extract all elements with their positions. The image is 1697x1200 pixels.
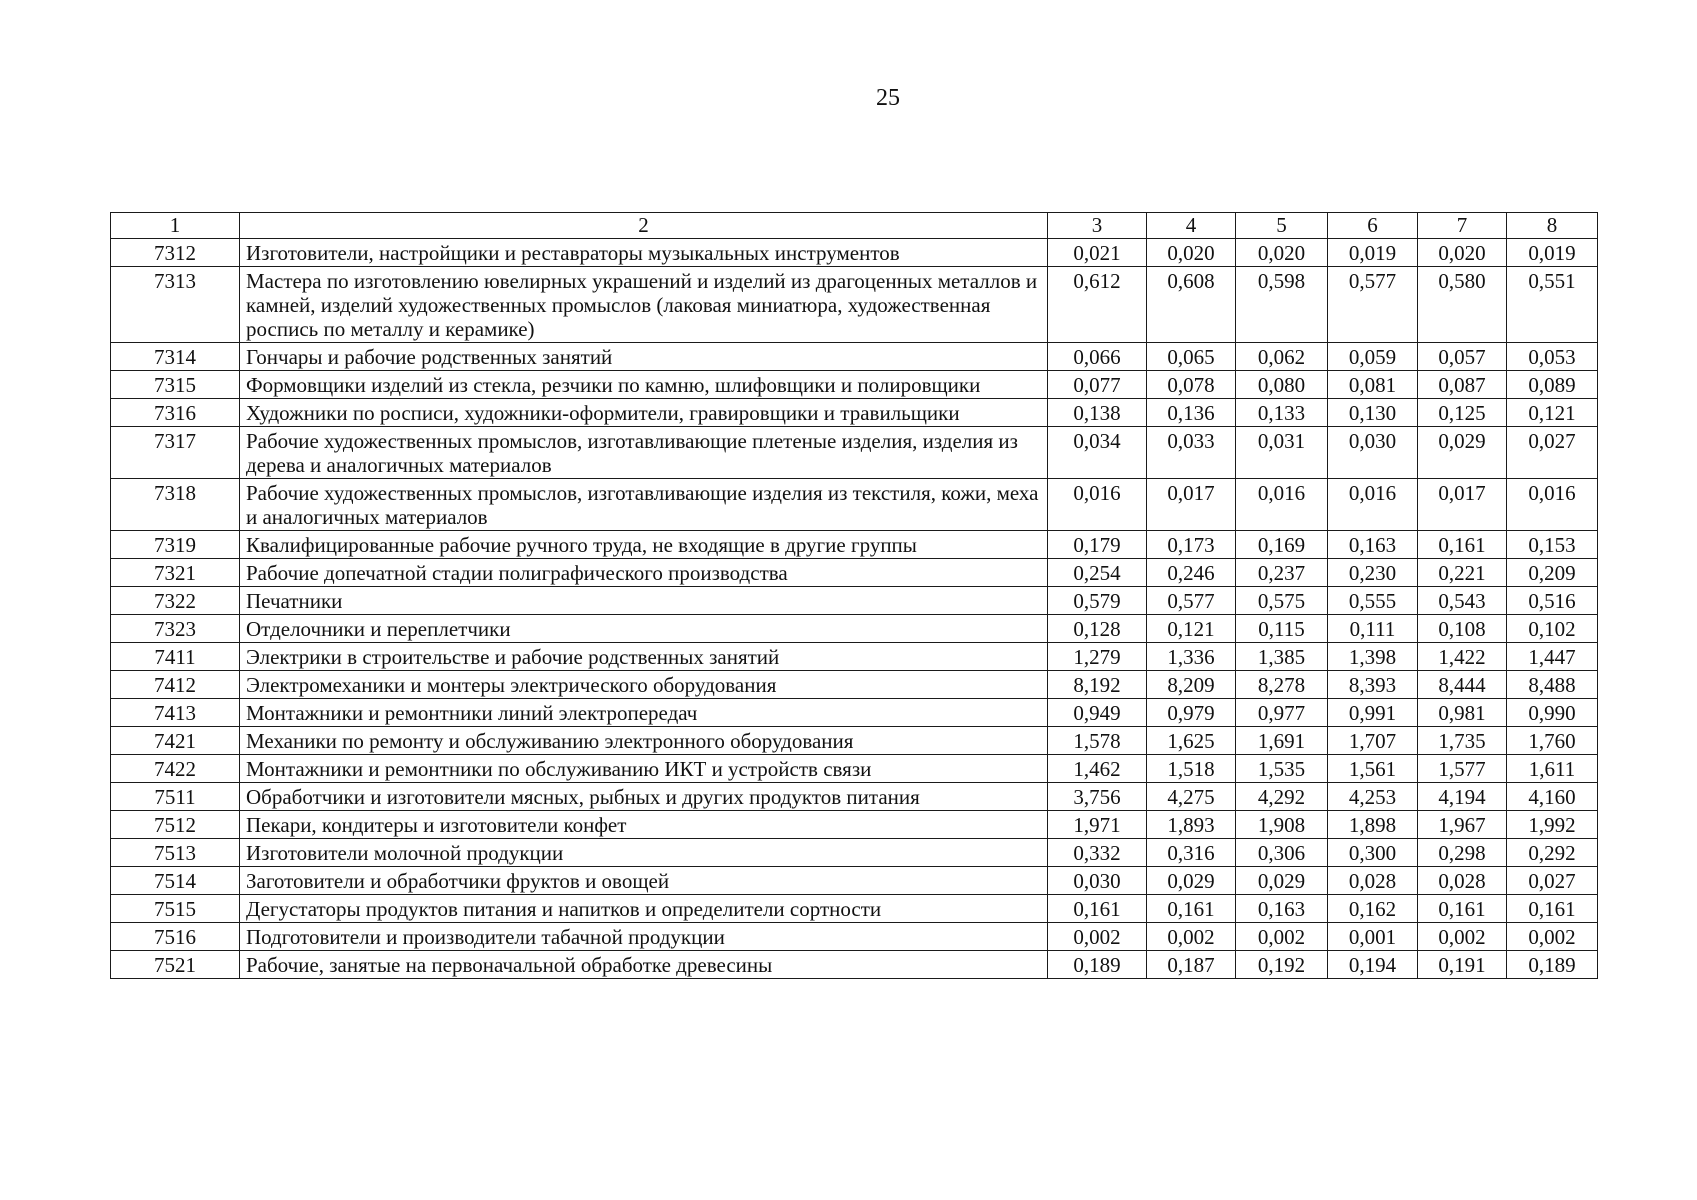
occupation-code: 7315 [111,371,240,399]
occupation-name: Монтажники и ремонтники по обслуживанию ИКТ и устройств связи [240,755,1048,783]
value-cell: 8,278 [1236,671,1328,699]
value-cell: 0,577 [1147,587,1236,615]
value-cell: 1,447 [1507,643,1598,671]
value-cell: 0,298 [1418,839,1507,867]
value-cell: 0,030 [1328,427,1418,479]
value-cell: 0,179 [1048,531,1147,559]
column-header: 8 [1507,213,1598,239]
value-cell: 1,893 [1147,811,1236,839]
table-body [111,213,1598,979]
value-cell: 0,254 [1048,559,1147,587]
table-row [111,671,1598,699]
occupation-name: Рабочие художественных промыслов, изготавливающие плетеные изделия, изделия из дерева и аналогичных материалов [240,427,1048,479]
value-cell: 0,030 [1048,867,1147,895]
value-cell: 0,020 [1418,239,1507,267]
value-cell: 0,028 [1418,867,1507,895]
table-row [111,531,1598,559]
value-cell: 0,173 [1147,531,1236,559]
table-row [111,479,1598,531]
value-cell: 0,028 [1328,867,1418,895]
occupation-code: 7314 [111,343,240,371]
value-cell: 0,209 [1507,559,1598,587]
value-cell: 0,020 [1236,239,1328,267]
occupation-name: Гончары и рабочие родственных занятий [240,343,1048,371]
value-cell: 0,087 [1418,371,1507,399]
value-cell: 0,002 [1147,923,1236,951]
value-cell: 8,209 [1147,671,1236,699]
page-number: 25 [876,85,900,111]
value-cell: 0,153 [1507,531,1598,559]
occupation-code: 7322 [111,587,240,615]
value-cell: 1,760 [1507,727,1598,755]
occupation-code: 7323 [111,615,240,643]
value-cell: 0,300 [1328,839,1418,867]
value-cell: 0,016 [1048,479,1147,531]
occupation-code: 7413 [111,699,240,727]
value-cell: 1,735 [1418,727,1507,755]
occupation-code: 7313 [111,267,240,343]
value-cell: 0,161 [1147,895,1236,923]
value-cell: 4,275 [1147,783,1236,811]
occupation-code: 7321 [111,559,240,587]
value-cell: 0,237 [1236,559,1328,587]
value-cell: 0,002 [1048,923,1147,951]
value-cell: 0,162 [1328,895,1418,923]
value-cell: 0,608 [1147,267,1236,343]
value-cell: 3,756 [1048,783,1147,811]
value-cell: 0,125 [1418,399,1507,427]
value-cell: 0,189 [1507,951,1598,979]
value-cell: 4,160 [1507,783,1598,811]
value-cell: 0,020 [1147,239,1236,267]
value-cell: 0,246 [1147,559,1236,587]
value-cell: 8,192 [1048,671,1147,699]
occupation-code: 7511 [111,783,240,811]
occupation-name: Рабочие допечатной стадии полиграфического производства [240,559,1048,587]
column-header: 3 [1048,213,1147,239]
value-cell: 0,059 [1328,343,1418,371]
value-cell: 0,027 [1507,867,1598,895]
occupation-name: Подготовители и производители табачной продукции [240,923,1048,951]
value-cell: 0,187 [1147,951,1236,979]
value-cell: 8,393 [1328,671,1418,699]
occupation-table [110,212,1598,979]
value-cell: 0,612 [1048,267,1147,343]
occupation-code: 7316 [111,399,240,427]
value-cell: 1,578 [1048,727,1147,755]
table-row [111,587,1598,615]
value-cell: 0,034 [1048,427,1147,479]
value-cell: 4,194 [1418,783,1507,811]
table-row [111,895,1598,923]
table-row [111,727,1598,755]
value-cell: 0,027 [1507,427,1598,479]
table-row [111,755,1598,783]
occupation-code: 7319 [111,531,240,559]
value-cell: 1,967 [1418,811,1507,839]
value-cell: 1,462 [1048,755,1147,783]
value-cell: 0,981 [1418,699,1507,727]
value-cell: 4,253 [1328,783,1418,811]
value-cell: 0,017 [1147,479,1236,531]
value-cell: 0,543 [1418,587,1507,615]
value-cell: 0,990 [1507,699,1598,727]
value-cell: 0,136 [1147,399,1236,427]
value-cell: 0,130 [1328,399,1418,427]
value-cell: 1,385 [1236,643,1328,671]
value-cell: 0,163 [1328,531,1418,559]
value-cell: 0,991 [1328,699,1418,727]
value-cell: 0,089 [1507,371,1598,399]
occupation-code: 7513 [111,839,240,867]
value-cell: 0,169 [1236,531,1328,559]
table-row [111,783,1598,811]
occupation-name: Изготовители молочной продукции [240,839,1048,867]
value-cell: 0,221 [1418,559,1507,587]
value-cell: 0,292 [1507,839,1598,867]
occupation-name: Заготовители и обработчики фруктов и овощей [240,867,1048,895]
table-row [111,867,1598,895]
occupation-name: Механики по ремонту и обслуживанию электронного оборудования [240,727,1048,755]
value-cell: 0,001 [1328,923,1418,951]
occupation-code: 7515 [111,895,240,923]
value-cell: 0,017 [1418,479,1507,531]
value-cell: 1,535 [1236,755,1328,783]
occupation-code: 7317 [111,427,240,479]
value-cell: 0,066 [1048,343,1147,371]
occupation-name: Электрики в строительстве и рабочие родственных занятий [240,643,1048,671]
occupation-name: Рабочие, занятые на первоначальной обработке древесины [240,951,1048,979]
table-row [111,559,1598,587]
value-cell: 0,033 [1147,427,1236,479]
table-row [111,923,1598,951]
value-cell: 0,230 [1328,559,1418,587]
value-cell: 0,019 [1328,239,1418,267]
value-cell: 0,053 [1507,343,1598,371]
occupation-code: 7312 [111,239,240,267]
value-cell: 0,551 [1507,267,1598,343]
value-cell: 0,161 [1418,895,1507,923]
column-header: 2 [240,213,1048,239]
value-cell: 0,029 [1147,867,1236,895]
occupation-code: 7521 [111,951,240,979]
occupation-name: Обработчики и изготовители мясных, рыбных и других продуктов питания [240,783,1048,811]
value-cell: 0,516 [1507,587,1598,615]
value-cell: 0,133 [1236,399,1328,427]
value-cell: 0,115 [1236,615,1328,643]
occupation-code: 7421 [111,727,240,755]
value-cell: 0,111 [1328,615,1418,643]
value-cell: 0,029 [1236,867,1328,895]
value-cell: 0,077 [1048,371,1147,399]
table-row [111,399,1598,427]
occupation-name: Изготовители, настройщики и реставраторы музыкальных инструментов [240,239,1048,267]
value-cell: 0,029 [1418,427,1507,479]
column-header: 6 [1328,213,1418,239]
value-cell: 0,579 [1048,587,1147,615]
value-cell: 1,279 [1048,643,1147,671]
value-cell: 1,625 [1147,727,1236,755]
occupation-name: Художники по росписи, художники-оформители, гравировщики и травильщики [240,399,1048,427]
value-cell: 0,002 [1507,923,1598,951]
value-cell: 1,561 [1328,755,1418,783]
header-row [111,213,1598,239]
value-cell: 4,292 [1236,783,1328,811]
occupation-name: Квалифицированные рабочие ручного труда, не входящие в другие группы [240,531,1048,559]
value-cell: 0,194 [1328,951,1418,979]
value-cell: 0,016 [1328,479,1418,531]
table-row [111,343,1598,371]
value-cell: 0,598 [1236,267,1328,343]
value-cell: 0,575 [1236,587,1328,615]
occupation-code: 7411 [111,643,240,671]
value-cell: 0,977 [1236,699,1328,727]
value-cell: 1,336 [1147,643,1236,671]
occupation-code: 7422 [111,755,240,783]
value-cell: 1,398 [1328,643,1418,671]
occupation-name: Отделочники и переплетчики [240,615,1048,643]
table-row [111,699,1598,727]
occupation-code: 7514 [111,867,240,895]
value-cell: 1,908 [1236,811,1328,839]
value-cell: 0,138 [1048,399,1147,427]
value-cell: 0,191 [1418,951,1507,979]
value-cell: 0,580 [1418,267,1507,343]
value-cell: 0,081 [1328,371,1418,399]
occupation-code: 7412 [111,671,240,699]
value-cell: 0,080 [1236,371,1328,399]
value-cell: 1,611 [1507,755,1598,783]
value-cell: 0,016 [1236,479,1328,531]
value-cell: 0,577 [1328,267,1418,343]
value-cell: 0,062 [1236,343,1328,371]
value-cell: 0,019 [1507,239,1598,267]
occupation-code: 7516 [111,923,240,951]
value-cell: 1,422 [1418,643,1507,671]
table-row [111,811,1598,839]
value-cell: 0,121 [1507,399,1598,427]
table-row [111,267,1598,343]
occupation-name: Электромеханики и монтеры электрического оборудования [240,671,1048,699]
table-row [111,951,1598,979]
value-cell: 0,031 [1236,427,1328,479]
occupation-name: Монтажники и ремонтники линий электропередач [240,699,1048,727]
value-cell: 1,992 [1507,811,1598,839]
table-row [111,427,1598,479]
value-cell: 0,065 [1147,343,1236,371]
value-cell: 0,016 [1507,479,1598,531]
value-cell: 0,161 [1418,531,1507,559]
value-cell: 1,898 [1328,811,1418,839]
value-cell: 0,121 [1147,615,1236,643]
value-cell: 1,518 [1147,755,1236,783]
occupation-code: 7512 [111,811,240,839]
occupation-name: Дегустаторы продуктов питания и напитков и определители сортности [240,895,1048,923]
value-cell: 0,002 [1418,923,1507,951]
value-cell: 1,691 [1236,727,1328,755]
value-cell: 0,108 [1418,615,1507,643]
value-cell: 0,949 [1048,699,1147,727]
value-cell: 0,102 [1507,615,1598,643]
value-cell: 0,192 [1236,951,1328,979]
value-cell: 0,128 [1048,615,1147,643]
value-cell: 8,444 [1418,671,1507,699]
value-cell: 0,979 [1147,699,1236,727]
value-cell: 1,577 [1418,755,1507,783]
value-cell: 0,163 [1236,895,1328,923]
value-cell: 0,161 [1507,895,1598,923]
column-header: 7 [1418,213,1507,239]
table-row [111,643,1598,671]
value-cell: 0,078 [1147,371,1236,399]
value-cell: 0,057 [1418,343,1507,371]
occupation-name: Мастера по изготовлению ювелирных украшений и изделий из драгоценных металлов и камней, изделий художественных промыслов (лаковая миниатюра, художественная роспись по металлу и керамике) [240,267,1048,343]
table-row [111,239,1598,267]
table-row [111,371,1598,399]
column-header: 5 [1236,213,1328,239]
table-row [111,839,1598,867]
value-cell: 0,332 [1048,839,1147,867]
value-cell: 1,971 [1048,811,1147,839]
column-header: 1 [111,213,240,239]
value-cell: 0,161 [1048,895,1147,923]
value-cell: 1,707 [1328,727,1418,755]
occupation-name: Пекари, кондитеры и изготовители конфет [240,811,1048,839]
value-cell: 8,488 [1507,671,1598,699]
value-cell: 0,021 [1048,239,1147,267]
value-cell: 0,306 [1236,839,1328,867]
table-row [111,615,1598,643]
column-header: 4 [1147,213,1236,239]
occupation-name: Рабочие художественных промыслов, изготавливающие изделия из текстиля, кожи, меха и аналогичных материалов [240,479,1048,531]
value-cell: 0,189 [1048,951,1147,979]
value-cell: 0,316 [1147,839,1236,867]
occupation-code: 7318 [111,479,240,531]
value-cell: 0,555 [1328,587,1418,615]
value-cell: 0,002 [1236,923,1328,951]
occupation-name: Формовщики изделий из стекла, резчики по камню, шлифовщики и полировщики [240,371,1048,399]
occupation-name: Печатники [240,587,1048,615]
